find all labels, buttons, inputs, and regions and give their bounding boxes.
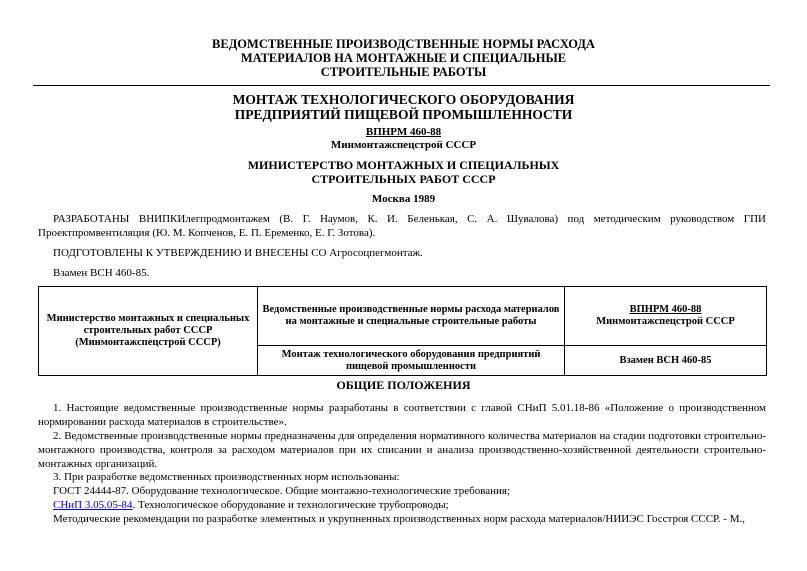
info-code-cell (565, 287, 767, 346)
info-table (38, 286, 767, 376)
info-subject-cell: Монтаж технологического оборудования предприятий пищевой промышленности (258, 346, 565, 376)
ministry-line-1: МИНИСТЕРСТВО МОНТАЖНЫХ И СПЕЦИАЛЬНЫХ (247, 158, 560, 172)
city-year: Москва 1989 (371, 193, 436, 205)
header-title-line-3: СТРОИТЕЛЬНЫЕ РАБОТЫ (320, 65, 487, 79)
section-title: ОБЩИЕ ПОЛОЖЕНИЯ (336, 378, 471, 392)
developed-paragraph: РАЗРАБОТАНЫ ВНИПКИлегпродмонтажем (В. Г. Наумов, К. И. Беленькая, С. А. Шувалова) под методическим руководством ГПИ Проектпромвентиляция (Ю. М. Копченов, Е. П. Еременко, Е. Г. Зотова). (38, 213, 766, 239)
ministry-line-2: СТРОИТЕЛЬНЫХ РАБОТ СССР (311, 172, 496, 186)
body-paragraph-6: Методические рекомендации по разработке элементных и укрупненных производственных норм расхода материалов/НИИЭС Госстроя СССР. - М., (53, 513, 745, 525)
ministry-name (0, 158, 807, 186)
header-divider (33, 85, 770, 86)
info-norms-cell: Ведомственные производственные нормы расхода материалов на монтажные и специальные строительные работы (258, 287, 565, 346)
info-replaces-cell: Взамен ВСН 460-85 (565, 346, 767, 376)
body-paragraph-3: 3. При разработке ведомственных производственных норм использованы: (53, 471, 400, 483)
body-paragraph-5-text: . Технологическое оборудование и технологические трубопроводы; (132, 499, 449, 511)
header-title (0, 37, 807, 79)
main-title (0, 92, 807, 122)
body-paragraph-1: 1. Настоящие ведомственные производственные нормы разработаны в соответствии с главой СНиП 5.01.18-86 «Положение о производственном нормировании расхода материалов в строительстве». (38, 402, 766, 428)
document-code-block (0, 126, 807, 152)
snip-link[interactable]: СНиП 3.05.05-84 (53, 499, 133, 511)
info-issuer: Минмонтажспецстрой СССР (596, 316, 735, 327)
prepared-paragraph: ПОДГОТОВЛЕНЫ К УТВЕРЖДЕНИЮ И ВНЕСЕНЫ СО Агросоцпегмонтаж. (53, 247, 423, 259)
header-title-line-2: МАТЕРИАЛОВ НА МОНТАЖНЫЕ И СПЕЦИАЛЬНЫЕ (240, 51, 567, 65)
issuer: Минмонтажспецстрой СССР (330, 139, 477, 151)
body-paragraph-2: 2. Ведомственные производственные нормы предназначены для определения нормативного количества материалов на стадии подготовки строительно-монтажного производства, контроля за расходом материалов при их списании и анализа производственно-хозяйственной деятельности строительно-монтажных организаций. (38, 430, 766, 470)
document-code: ВПНРМ 460-88 (365, 126, 442, 138)
header-title-line-1: ВЕДОМСТВЕННЫЕ ПРОИЗВОДСТВЕННЫЕ НОРМЫ РАСХОДА (212, 37, 595, 51)
main-title-line-1: МОНТАЖ ТЕХНОЛОГИЧЕСКОГО ОБОРУДОВАНИЯ (232, 92, 575, 107)
body-paragraph-4: ГОСТ 24444-87. Оборудование технологическое. Общие монтажно-технологические требования; (53, 485, 511, 497)
replaces-paragraph: Взамен ВСН 460-85. (53, 267, 150, 279)
info-ministry-cell: Министерство монтажных и специальных строительных работ СССР (Минмонтажспецстрой СССР) (39, 287, 258, 376)
info-code: ВПНРМ 460-88 (629, 304, 702, 315)
main-title-line-2: ПРЕДПРИЯТИЙ ПИЩЕВОЙ ПРОМЫШЛЕННОСТИ (234, 107, 573, 122)
body-paragraph-5 (38, 498, 766, 512)
